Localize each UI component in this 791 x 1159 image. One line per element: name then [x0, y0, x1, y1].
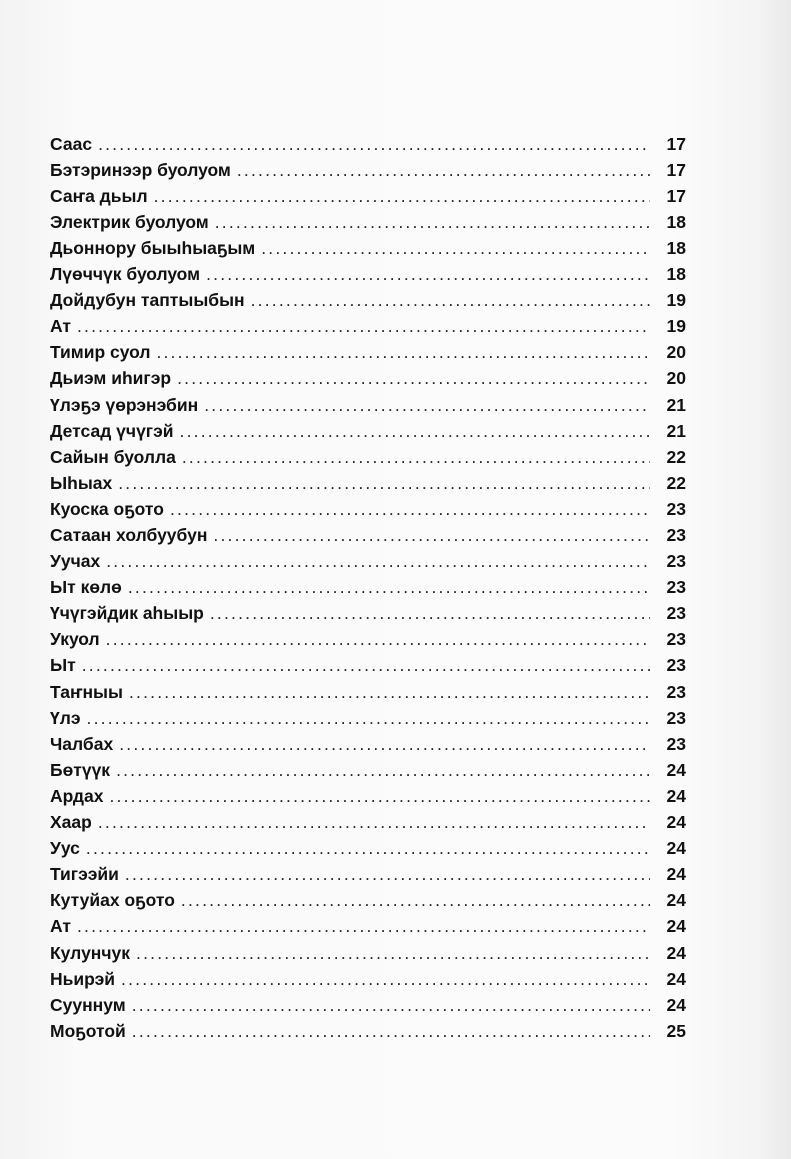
- toc-dot-leader: [261, 240, 650, 258]
- toc-entry-title: Тигээйи: [50, 864, 119, 885]
- toc-dot-leader: [118, 475, 650, 493]
- toc-entry-page-number: 24: [666, 968, 686, 989]
- toc-entry-page-number: 19: [666, 316, 686, 337]
- toc-entry-title: Сатаан холбуубун: [50, 525, 208, 545]
- toc-dot-leader: [98, 136, 650, 154]
- page-edge-shadow: [757, 0, 791, 1159]
- toc-entry-title: Дойдубун таптыыбын: [50, 290, 245, 311]
- toc-entry-page-number: 23: [666, 707, 686, 728]
- toc-entry: [50, 284, 686, 310]
- toc-dot-leader: [98, 814, 650, 832]
- toc-dot-leader: [182, 449, 650, 467]
- toc-dot-leader: [215, 214, 650, 232]
- toc-entry: [50, 153, 686, 179]
- toc-entry-title: Тимир суол: [50, 342, 151, 363]
- toc-entry: [50, 832, 686, 858]
- toc-entry: [50, 362, 686, 388]
- toc-dot-leader: [156, 344, 650, 362]
- toc-entry-title: Моҕотой: [50, 1020, 126, 1041]
- toc-entry-page-number: 24: [666, 812, 686, 833]
- toc-entry-page-number: 24: [666, 759, 686, 780]
- toc-entry-title: Лүөччүк буолуом: [50, 264, 201, 285]
- toc-dot-leader: [119, 736, 650, 754]
- table-of-contents: [50, 127, 686, 1040]
- toc-entry-title: Кутуйах оҕото: [50, 890, 175, 911]
- toc-entry-page-number: 23: [666, 603, 686, 624]
- toc-entry-page-number: 24: [666, 942, 686, 963]
- toc-dot-leader: [204, 397, 650, 415]
- toc-entry-title: Саас: [50, 133, 93, 154]
- toc-entry-title: Кулунчук: [50, 942, 131, 963]
- toc-entry: [50, 936, 686, 962]
- toc-entry-page-number: 24: [666, 838, 686, 859]
- toc-dot-leader: [181, 892, 650, 910]
- toc-entry-title: Ат: [50, 316, 71, 337]
- toc-dot-leader: [128, 579, 650, 597]
- toc-entry: [50, 1014, 686, 1040]
- toc-entry-title: Сайын буолла: [50, 446, 176, 467]
- toc-entry: [50, 231, 686, 257]
- toc-dot-leader: [77, 318, 650, 336]
- toc-entry-title: Ньирэй: [50, 968, 116, 989]
- toc-entry: [50, 440, 686, 466]
- toc-dot-leader: [86, 840, 650, 858]
- toc-entry-title: Ыһыах: [50, 472, 113, 493]
- toc-entry-page-number: 19: [666, 290, 686, 311]
- toc-dot-leader: [129, 684, 650, 702]
- toc-entry-title: Таҥныы: [50, 681, 123, 702]
- toc-entry-page-number: 21: [666, 420, 686, 441]
- toc-dot-leader: [106, 553, 650, 571]
- toc-dot-leader: [136, 945, 650, 963]
- toc-entry-title: Ыт: [50, 655, 76, 676]
- toc-dot-leader: [154, 188, 650, 206]
- toc-entry-page-number: 24: [666, 890, 686, 911]
- toc-dot-leader: [206, 266, 650, 284]
- toc-entry-title: Электрик буолуом: [50, 211, 209, 232]
- toc-entry-page-number: 23: [666, 551, 686, 572]
- toc-entry: [50, 597, 686, 623]
- toc-entry-title: Сууннум: [50, 994, 126, 1015]
- toc-entry-page-number: 18: [666, 264, 686, 285]
- toc-dot-leader: [77, 918, 650, 936]
- toc-entry-page-number: 24: [666, 785, 686, 806]
- toc-entry-page-number: 22: [666, 472, 686, 493]
- toc-entry-page-number: 17: [666, 159, 686, 180]
- toc-entry-title: Уус: [50, 838, 80, 859]
- toc-dot-leader: [213, 527, 650, 545]
- toc-dot-leader: [87, 710, 650, 728]
- toc-entry-title: Бэтэринээр буолуом: [50, 159, 231, 180]
- toc-entry: [50, 205, 686, 231]
- toc-entry-title: Ат: [50, 916, 71, 937]
- toc-dot-leader: [132, 1023, 650, 1041]
- toc-entry-title: Үлэ: [50, 707, 81, 728]
- toc-dot-leader: [177, 370, 650, 388]
- toc-entry-title: Ардах: [50, 785, 104, 806]
- toc-entry: [50, 545, 686, 571]
- toc-entry: [50, 962, 686, 988]
- toc-dot-leader: [132, 997, 650, 1015]
- toc-entry: [50, 179, 686, 205]
- toc-entry: [50, 518, 686, 544]
- toc-entry: [50, 675, 686, 701]
- toc-entry: [50, 649, 686, 675]
- toc-entry-page-number: 23: [666, 681, 686, 702]
- toc-entry: [50, 414, 686, 440]
- toc-dot-leader: [109, 788, 650, 806]
- toc-dot-leader: [180, 423, 650, 441]
- toc-entry-page-number: 23: [666, 629, 686, 650]
- toc-dot-leader: [121, 971, 650, 989]
- toc-entry: [50, 310, 686, 336]
- toc-dot-leader: [106, 631, 650, 649]
- toc-entry-page-number: 24: [666, 994, 686, 1015]
- toc-entry: [50, 466, 686, 492]
- toc-entry-page-number: 17: [666, 133, 686, 154]
- toc-entry-title: Үлэҕэ үөрэнэбин: [50, 394, 199, 415]
- toc-dot-leader: [116, 762, 650, 780]
- toc-dot-leader: [170, 501, 650, 519]
- toc-entry-page-number: 21: [666, 394, 686, 415]
- toc-entry: [50, 884, 686, 910]
- toc-entry-title: Чалбах: [50, 733, 114, 754]
- toc-entry-page-number: 20: [666, 342, 686, 363]
- toc-entry-page-number: 23: [666, 577, 686, 598]
- toc-entry: [50, 492, 686, 518]
- toc-entry-page-number: 23: [666, 498, 686, 519]
- toc-entry: [50, 336, 686, 362]
- toc-dot-leader: [82, 657, 650, 675]
- toc-entry: [50, 753, 686, 779]
- toc-dot-leader: [210, 605, 650, 623]
- toc-entry: [50, 779, 686, 805]
- toc-entry-page-number: 23: [666, 655, 686, 676]
- toc-entry-page-number: 25: [666, 1020, 686, 1041]
- toc-entry-title: Ыт көлө: [50, 577, 122, 598]
- toc-entry-page-number: 17: [666, 185, 686, 206]
- toc-entry: [50, 127, 686, 153]
- toc-entry: [50, 571, 686, 597]
- toc-entry: [50, 257, 686, 283]
- toc-dot-leader: [125, 866, 650, 884]
- toc-entry-title: Дьиэм иһигэр: [50, 368, 172, 389]
- toc-entry-page-number: 22: [666, 446, 686, 467]
- toc-entry: [50, 701, 686, 727]
- toc-entry-page-number: 23: [666, 733, 686, 754]
- toc-entry: [50, 727, 686, 753]
- toc-entry: [50, 623, 686, 649]
- toc-entry-page-number: 18: [666, 237, 686, 258]
- toc-entry-title: Бөтүүк: [50, 759, 111, 780]
- toc-entry-title: Уучах: [50, 551, 101, 572]
- toc-dot-leader: [237, 162, 650, 180]
- toc-entry: [50, 805, 686, 831]
- toc-entry-title: Хаар: [50, 812, 92, 833]
- toc-entry-title: Укуол: [50, 629, 100, 650]
- toc-entry-page-number: 24: [666, 864, 686, 885]
- toc-entry-page-number: 24: [666, 916, 686, 937]
- toc-entry-title: Үчүгэйдик аһыыр: [50, 603, 204, 624]
- toc-entry: [50, 988, 686, 1014]
- toc-entry: [50, 910, 686, 936]
- toc-entry-page-number: 23: [666, 525, 686, 545]
- toc-dot-leader: [251, 292, 650, 310]
- toc-entry-title: Куоска оҕото: [50, 498, 164, 519]
- toc-entry: [50, 858, 686, 884]
- toc-entry: [50, 388, 686, 414]
- toc-entry-page-number: 20: [666, 368, 686, 389]
- toc-entry-page-number: 18: [666, 211, 686, 232]
- toc-entry-title: Саҥа дьыл: [50, 185, 148, 206]
- toc-entry-title: Детсад үчүгэй: [50, 420, 174, 441]
- toc-entry-title: Дьоннору быыһыаҕым: [50, 237, 256, 258]
